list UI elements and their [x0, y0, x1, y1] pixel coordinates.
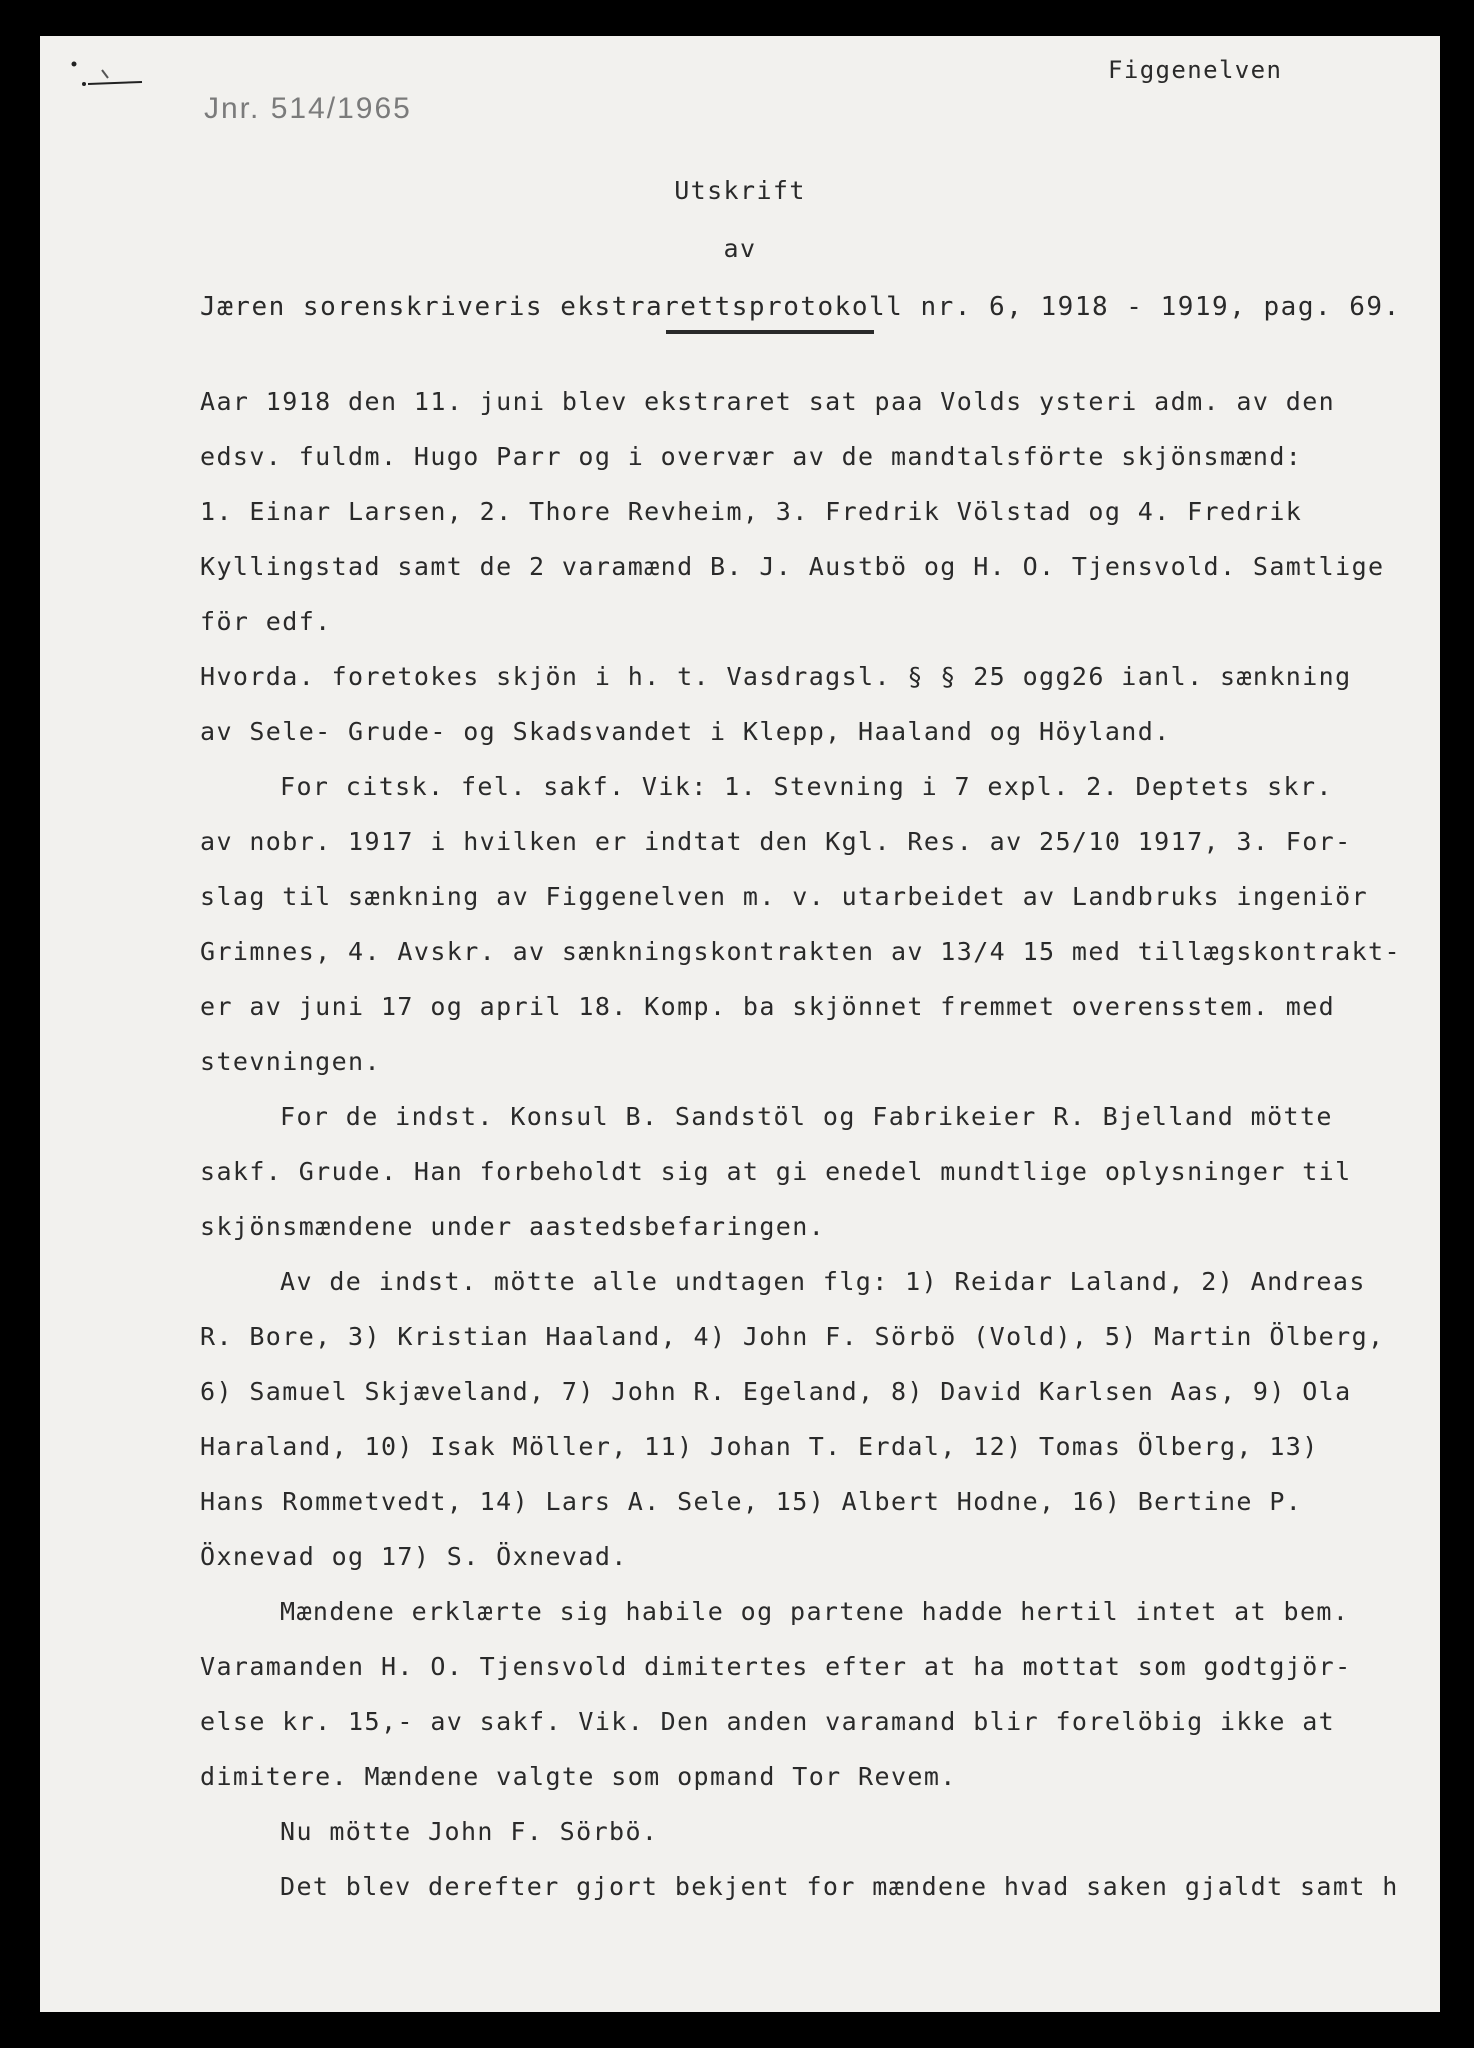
text-line: Aar 1918 den 11. juni blev ekstraret sat paa Volds ysteri adm. av den [200, 387, 1336, 416]
text-line: 1. Einar Larsen, 2. Thore Revheim, 3. Fredrik Völstad og 4. Fredrik [200, 497, 1303, 526]
text-line: R. Bore, 3) Kristian Haaland, 4) John F. Sörbö (Vold), 5) Martin Ölberg, [200, 1322, 1385, 1351]
text-line: Mændene erklærte sig habile og partene hadde hertil intet at bem. [280, 1597, 1350, 1626]
document-title: Utskrift [674, 176, 806, 205]
text-line: 6) Samuel Skjæveland, 7) John R. Egeland, 8) David Karlsen Aas, 9) Ola [200, 1377, 1352, 1406]
text-line: Varamanden H. O. Tjensvold dimitertes efter at ha mottat som godtgjör- [200, 1652, 1352, 1681]
text-line: av Sele- Grude- og Skadsvandet i Klepp, Haaland og Höyland. [200, 717, 1171, 746]
text-line: Grimnes, 4. Avskr. av sænkningskontrakten av 13/4 15 med tillægskontrakt- [200, 937, 1401, 966]
text-line: er av juni 17 og april 18. Komp. ba skjönnet fremmet overensstem. med [200, 992, 1336, 1021]
text-line: dimitere. Mændene valgte som opmand Tor Revem. [200, 1762, 957, 1791]
text-line: Hans Rommetvedt, 14) Lars A. Sele, 15) Albert Hodne, 16) Bertine P. [200, 1487, 1303, 1516]
subtitle-underline [666, 330, 874, 334]
text-line: slag til sænkning av Figgenelven m. v. utarbeidet av Landbruks ingeniör [200, 882, 1369, 911]
text-line: edsv. fuldm. Hugo Parr og i overvær av de mandtalsförte skjönsmænd: [200, 442, 1303, 471]
text-line: sakf. Grude. Han forbeholdt sig at gi enedel mundtlige oplysninger til [200, 1157, 1352, 1186]
text-line: Haraland, 10) Isak Möller, 11) Johan T. Erdal, 12) Tomas Ölberg, 13) [200, 1432, 1319, 1461]
margin-marks [62, 48, 152, 88]
text-line: For citsk. fel. sakf. Vik: 1. Stevning i 7 expl. 2. Deptets skr. [280, 772, 1333, 801]
text-line: stevningen. [200, 1047, 381, 1076]
text-line: för edf. [200, 607, 332, 636]
place-name: Figgenelven [1108, 56, 1283, 84]
text-line: Hvorda. foretokes skjön i h. t. Vasdragsl. § § 25 ogg26 ianl. sænkning [200, 662, 1352, 691]
text-line: Av de indst. mötte alle undtagen flg: 1) Reidar Laland, 2) Andreas [280, 1267, 1366, 1296]
journal-number: Jnr. 514/1965 [204, 92, 412, 125]
text-line: else kr. 15,- av sakf. Vik. Den anden varamand blir forelöbig ikke at [200, 1707, 1336, 1736]
document-title-connector: av [723, 234, 757, 263]
document-page [40, 36, 1440, 2012]
text-line: Öxnevad og 17) S. Öxnevad. [200, 1542, 628, 1571]
text-line: skjönsmændene under aastedsbefaringen. [200, 1212, 826, 1241]
text-line: Det blev derefter gjort bekjent for mændene hvad saken gjaldt samt h [280, 1872, 1399, 1901]
text-line: av nobr. 1917 i hvilken er indtat den Kgl. Res. av 25/10 1917, 3. For- [200, 827, 1352, 856]
document-subtitle: Jæren sorenskriveris ekstrarettsprotokoll nr. 6, 1918 - 1919, pag. 69. [200, 292, 1401, 322]
text-line: For de indst. Konsul B. Sandstöl og Fabrikeier R. Bjelland mötte [280, 1102, 1333, 1131]
text-line: Nu mötte John F. Sörbö. [280, 1817, 659, 1846]
text-line: Kyllingstad samt de 2 varamænd B. J. Austbö og H. O. Tjensvold. Samtlige [200, 552, 1385, 581]
